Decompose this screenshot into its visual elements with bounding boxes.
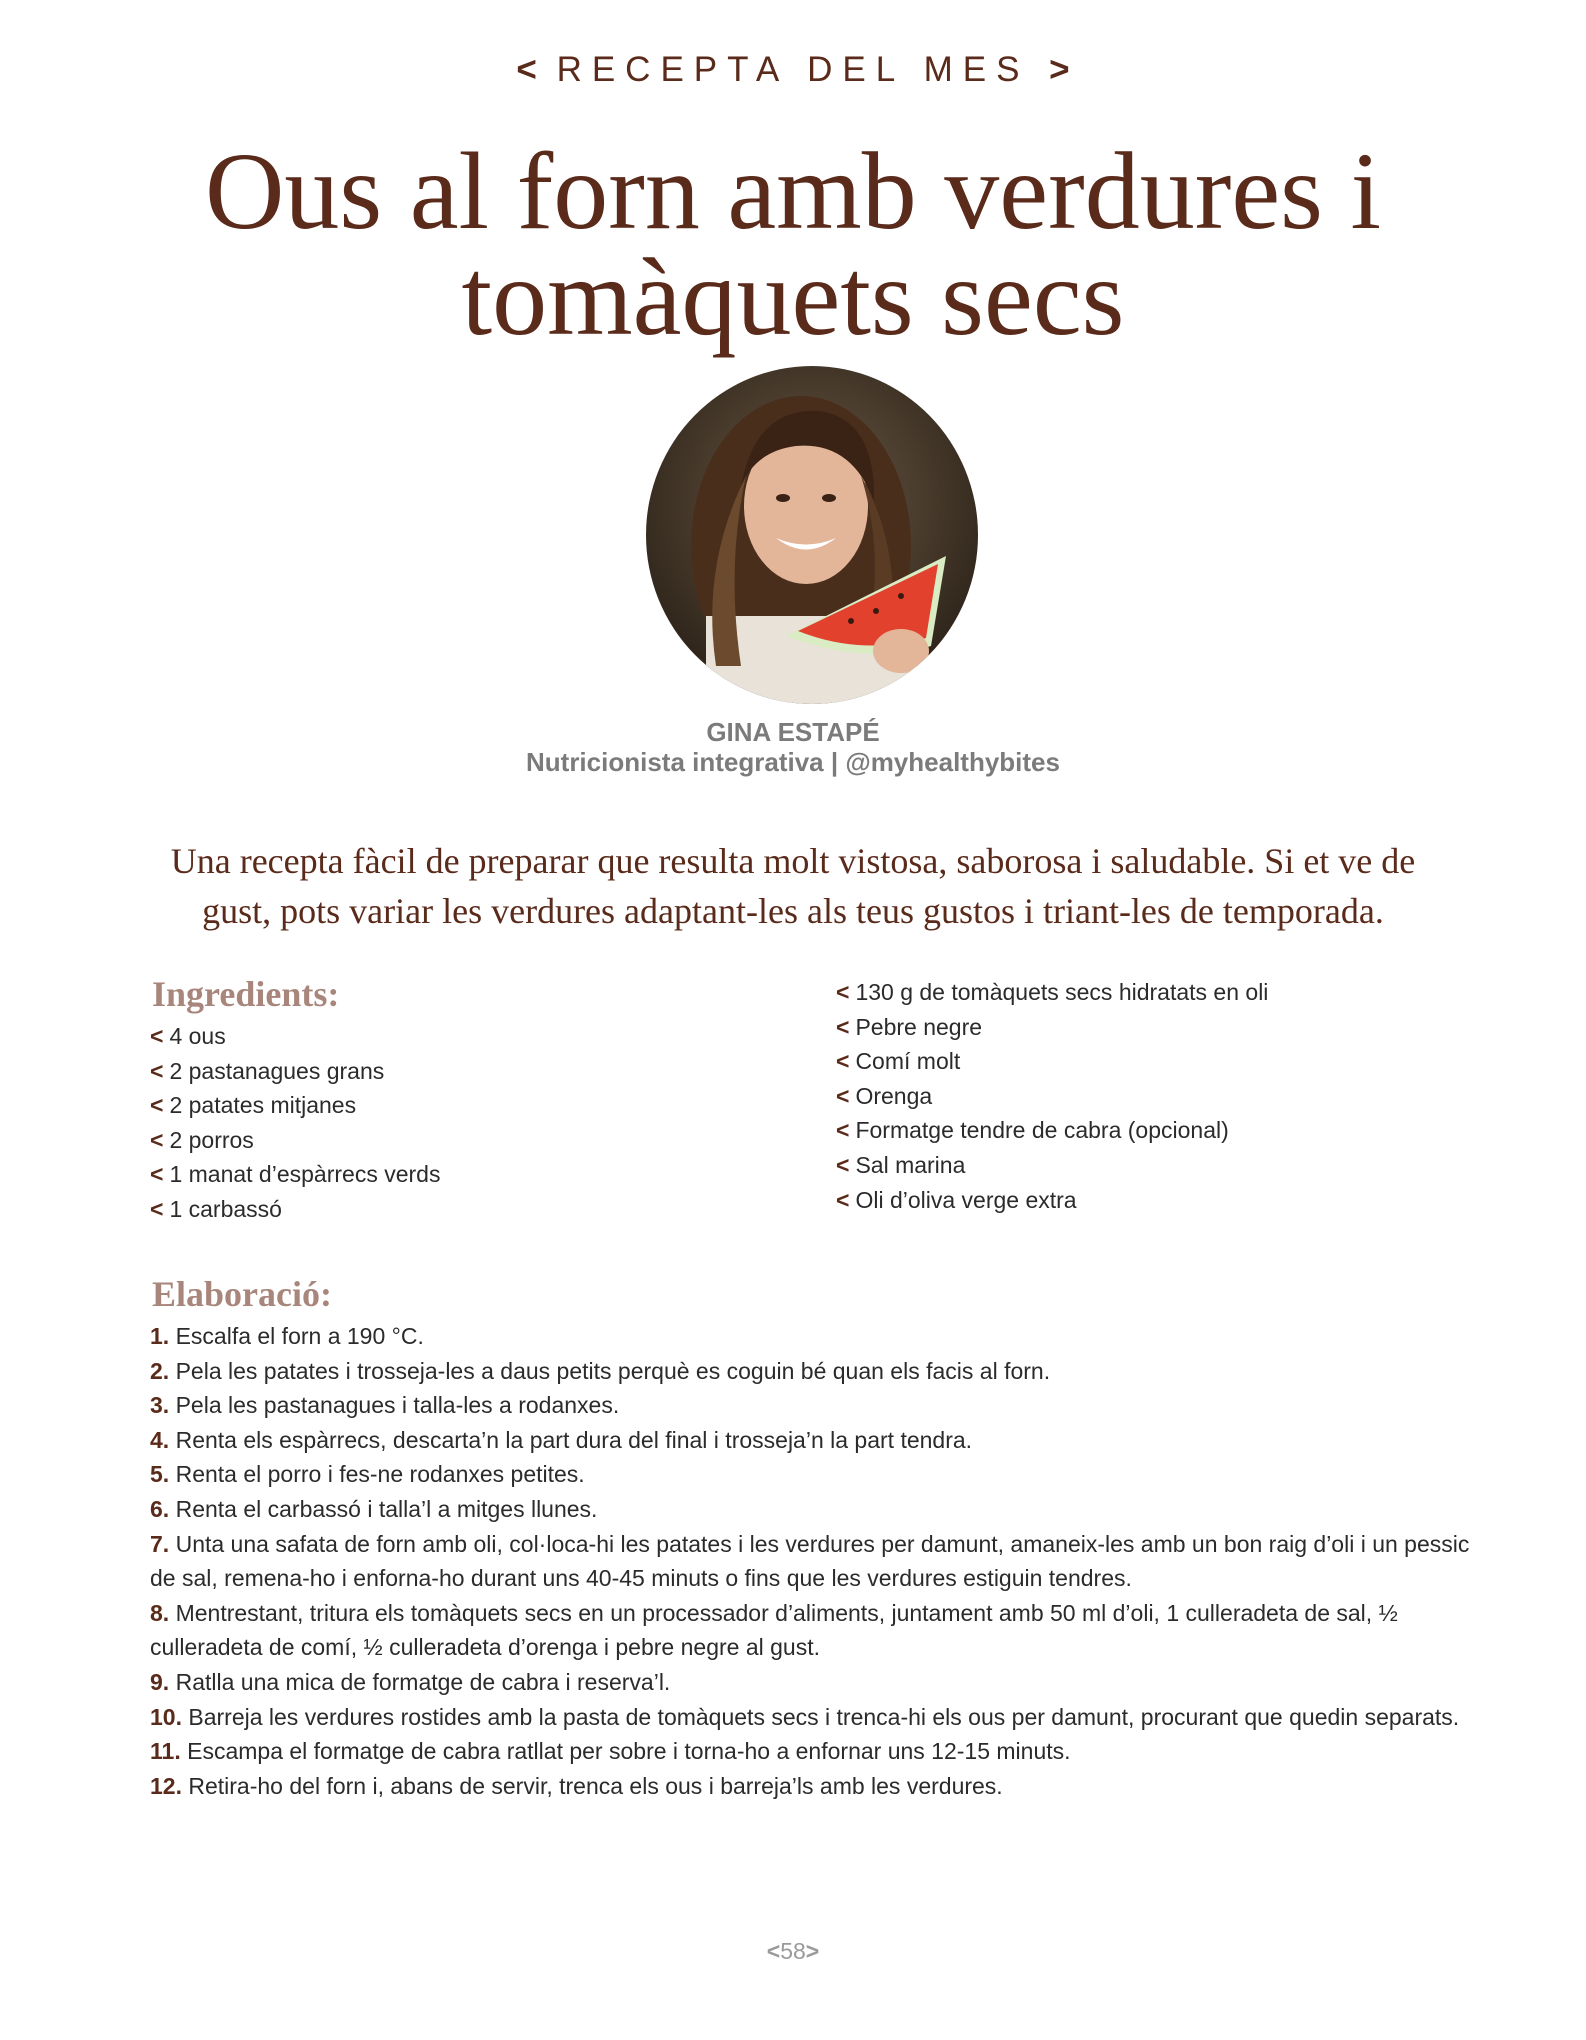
elaboration-steps xyxy=(150,1319,1476,1803)
chevron-bullet-icon: < xyxy=(150,1023,164,1049)
step-number: 9. xyxy=(150,1668,170,1695)
page-number xyxy=(0,1938,1586,1965)
step-item xyxy=(150,1734,1476,1769)
section-label-text: RECEPTA DEL MES xyxy=(556,50,1030,89)
step-text: Escampa el formatge de cabra ratllat per sobre i torna-ho a enfornar uns 12-15 minuts. xyxy=(187,1738,1071,1765)
ingredient-item: < 1 manat d’espàrrecs verds xyxy=(150,1161,441,1188)
step-number: 7. xyxy=(150,1530,170,1557)
ingredient-item: < 4 ous xyxy=(150,1023,226,1049)
step-text: Renta el carbassó i talla’l a mitges llunes. xyxy=(175,1495,598,1522)
ingredient-item: < 2 porros xyxy=(150,1126,254,1153)
chevron-bullet-icon: < xyxy=(836,1082,850,1109)
step-item xyxy=(150,1700,1476,1735)
chevron-bullet-icon: < xyxy=(836,1151,850,1178)
step-item xyxy=(150,1665,1476,1700)
step-text: Mentrestant, tritura els tomàquets secs en un processador d’aliments, juntament amb 50 ml d’oli, 1 culleradeta de sal, ½ culleradeta de comí, ½ culleradeta d’orenga i pebre negre al gust. xyxy=(150,1599,1398,1661)
recipe-title: Ous al forn amb verdures i tomàquets secs xyxy=(204,130,1382,358)
ingredients-heading: Ingredients: xyxy=(152,974,340,1014)
chevron-bullet-icon: < xyxy=(150,1057,164,1084)
author-role: Nutricionista integrativa | @myhealthybites xyxy=(526,747,1060,777)
step-number: 1. xyxy=(150,1323,170,1349)
step-text: Pela les pastanagues i talla-les a rodanxes. xyxy=(175,1392,620,1419)
step-number: 12. xyxy=(150,1772,182,1799)
page-number-value: 58 xyxy=(780,1938,806,1964)
chevron-right-icon: > xyxy=(1049,50,1070,89)
chevron-bullet-icon: < xyxy=(836,1013,850,1040)
chevron-bullet-icon: < xyxy=(836,979,850,1005)
ingredient-item: < 2 pastanagues grans xyxy=(150,1057,385,1084)
chevron-bullet-icon: < xyxy=(150,1161,164,1188)
step-text: Escalfa el forn a 190 °C. xyxy=(175,1323,424,1349)
step-number: 8. xyxy=(150,1599,170,1626)
ingredient-item: < Orenga xyxy=(836,1082,933,1109)
ingredient-item: < Sal marina xyxy=(836,1151,966,1178)
step-item xyxy=(150,1423,1476,1458)
chevron-right-icon: > xyxy=(805,1938,820,1964)
step-number: 6. xyxy=(150,1495,170,1522)
step-item xyxy=(150,1769,1476,1804)
step-text: Ratlla una mica de formatge de cabra i reserva’l. xyxy=(175,1668,671,1695)
step-item xyxy=(150,1492,1476,1527)
step-item xyxy=(150,1527,1476,1596)
ingredient-item: < Pebre negre xyxy=(836,1013,983,1040)
recipe-intro: Una recepta fàcil de preparar que resulta molt vistosa, saborosa i saludable. Si et ve de gust, pots variar les verdures adaptant-les als teus gustos i triant-les de temporada. xyxy=(170,841,1416,931)
ingredient-item: < 130 g de tomàquets secs hidratats en oli xyxy=(836,979,1269,1005)
elaboration-heading: Elaboració: xyxy=(152,1274,332,1314)
step-text: Renta el porro i fes-ne rodanxes petites. xyxy=(175,1461,585,1488)
step-number: 10. xyxy=(150,1703,182,1730)
ingredients-list-right xyxy=(836,975,1268,1217)
ingredient-item: < Oli d’oliva verge extra xyxy=(836,1186,1077,1213)
chevron-left-icon: < xyxy=(766,1938,781,1964)
chevron-bullet-icon: < xyxy=(150,1195,164,1222)
step-text: Pela les patates i trosseja-les a daus petits perquè es coguin bé quan els facis al forn. xyxy=(175,1357,1051,1384)
ingredient-item: < 2 patates mitjanes xyxy=(150,1092,357,1119)
step-text: Barreja les verdures rostides amb la pasta de tomàquets secs i trenca-hi els ous per damunt, procurant que quedin separats. xyxy=(188,1703,1460,1730)
chevron-bullet-icon: < xyxy=(150,1126,164,1153)
step-text: Retira-ho del forn i, abans de servir, trenca els ous i barreja’ls amb les verdures. xyxy=(188,1772,1003,1799)
step-number: 3. xyxy=(150,1392,170,1419)
author-portrait-illustration xyxy=(646,366,978,704)
ingredients-list-left xyxy=(150,1019,440,1227)
chevron-bullet-icon: < xyxy=(836,1117,850,1144)
ingredient-item: < Comí molt xyxy=(836,1048,961,1075)
step-item xyxy=(150,1354,1476,1389)
step-text: Renta els espàrrecs, descarta’n la part dura del final i trosseja’n la part tendra. xyxy=(175,1426,973,1453)
step-item xyxy=(150,1596,1476,1665)
author-photo xyxy=(646,366,978,704)
chevron-bullet-icon: < xyxy=(150,1092,164,1119)
step-number: 11. xyxy=(150,1738,181,1765)
step-item xyxy=(150,1319,1476,1354)
author-name: GINA ESTAPÉ xyxy=(706,717,880,747)
step-text: Unta una safata de forn amb oli, col·loca-hi les patates i les verdures per damunt, amaneix-les amb un bon raig d’oli i un pessic de sal, remena-ho i enforna-ho durant uns 40-45 minuts o fins que les verdures estiguin tendres. xyxy=(150,1530,1470,1592)
ingredient-item: < Formatge tendre de cabra (opcional) xyxy=(836,1117,1229,1144)
chevron-left-icon: < xyxy=(516,50,537,89)
section-label xyxy=(0,50,1586,90)
step-number: 4. xyxy=(150,1426,170,1453)
step-number: 2. xyxy=(150,1357,170,1384)
step-item xyxy=(150,1457,1476,1492)
step-item xyxy=(150,1388,1476,1423)
chevron-bullet-icon: < xyxy=(836,1048,850,1075)
ingredient-item: < 1 carbassó xyxy=(150,1195,282,1222)
chevron-bullet-icon: < xyxy=(836,1186,850,1213)
step-number: 5. xyxy=(150,1461,170,1488)
